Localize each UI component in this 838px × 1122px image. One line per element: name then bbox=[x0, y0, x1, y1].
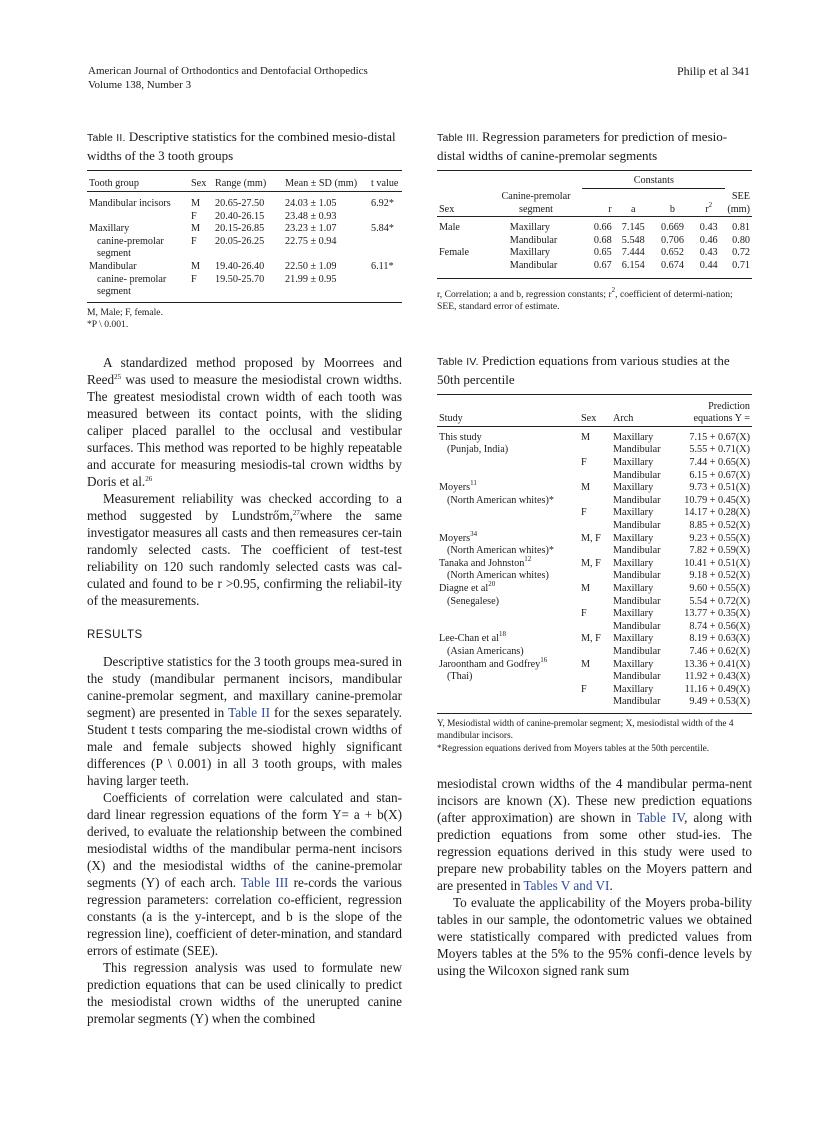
table-cell-sex bbox=[189, 286, 213, 302]
table-cell-group: segment bbox=[97, 286, 131, 298]
t3-head-r2: $r^2$ bbox=[705, 200, 713, 215]
t3-head-r: r bbox=[608, 203, 612, 215]
table-cell-sex bbox=[579, 570, 611, 583]
table-cell-sex: F bbox=[581, 608, 587, 620]
table-cell-s1: Tanaka and Johnston$^{12}$ bbox=[439, 554, 532, 569]
table-cell-range: 20.15-26.85 bbox=[215, 223, 265, 235]
table4-caption: Table IV. Prediction equations from various studies at the 50th percentile bbox=[437, 352, 730, 387]
table-cell-t bbox=[369, 211, 402, 224]
table-cell-s1: (Thai) bbox=[447, 671, 473, 683]
t2-head-t: t value bbox=[371, 178, 399, 190]
table-cell-r2: 0.46 bbox=[699, 234, 718, 246]
table-cell-group: canine- premolar bbox=[97, 273, 167, 285]
t4-head-sex: Sex bbox=[581, 413, 597, 425]
table-cell-t: 6.92* bbox=[371, 198, 394, 209]
table-cell-sex bbox=[189, 248, 213, 261]
table3 bbox=[437, 170, 752, 279]
table-cell-range bbox=[213, 248, 283, 261]
table-row bbox=[437, 444, 752, 457]
table-cell-s1: (North American whites) bbox=[447, 570, 549, 582]
table-row bbox=[437, 217, 752, 235]
table-cell-sex: Female bbox=[439, 247, 469, 259]
table-row bbox=[437, 470, 752, 483]
table-cell-arch: Mandibular bbox=[613, 696, 661, 708]
table-row bbox=[87, 211, 402, 224]
table-cell-arch: Maxillary bbox=[613, 457, 654, 469]
table-cell-arch: Maxillary bbox=[613, 582, 654, 594]
table-row bbox=[437, 457, 752, 470]
paragraph-results-3: This regression analysis was used to formulate new prediction equations that can be used clinically to predict the mesiodistal crown widths of the unerupted canine premolar segments (Y) when the combined bbox=[87, 959, 402, 1026]
table-row bbox=[87, 236, 402, 249]
table-cell-arch: Maxillary bbox=[613, 507, 654, 519]
table4-notes: Y, Mesiodistal width of canine-premolar segment; X, mesiodistal width of the 4 mandibular incisors. *Regression equations derived from Moyers tables at the 50th percentile. bbox=[437, 718, 734, 754]
table2-notes: M, Male; F, female. *P \ 0.001. bbox=[87, 306, 163, 331]
table-row bbox=[437, 520, 752, 533]
table-cell-s1 bbox=[437, 507, 579, 520]
table-cell-sex bbox=[579, 444, 611, 457]
t2-head-range: Range (mm) bbox=[215, 178, 267, 190]
tables5-6-link[interactable]: Tables V and VI bbox=[523, 878, 610, 894]
table-cell-s1: (North American whites)* bbox=[447, 545, 554, 557]
table-row bbox=[87, 192, 402, 211]
table-row bbox=[437, 247, 752, 260]
table-cell-s1: Diagne et $al^{20}$ bbox=[439, 579, 496, 594]
table-cell-t: 5.84* bbox=[371, 223, 394, 235]
table-cell-sex: F bbox=[191, 210, 197, 222]
table-cell-sex bbox=[437, 235, 490, 248]
table-cell-arch: Mandibular bbox=[613, 545, 661, 557]
table-cell-t bbox=[369, 274, 402, 287]
table-cell-arch: Maxillary bbox=[613, 683, 654, 695]
table-row bbox=[87, 286, 402, 302]
table-cell-sex bbox=[579, 545, 611, 558]
table-row bbox=[87, 248, 402, 261]
table-cell-s1: Moyers$^{34}$ bbox=[439, 529, 478, 544]
table-cell-eq: 10.41 + 0.51(X) bbox=[684, 557, 750, 569]
table-cell-a: 7.145 bbox=[621, 222, 645, 234]
table-cell-eq: 9.73 + 0.51(X) bbox=[689, 482, 750, 494]
table-cell-arch: Mandibular bbox=[613, 671, 661, 683]
table-cell-group: segment bbox=[97, 248, 131, 260]
table-cell-r: 0.66 bbox=[593, 222, 612, 234]
table-cell-arch: Mandibular bbox=[613, 469, 661, 481]
table-cell-range: 20.40-26.15 bbox=[215, 210, 265, 222]
table-cell-sex bbox=[579, 470, 611, 483]
paragraph-method: A standardized method proposed by Moorrees and Reed$^{25}$ was used to measure the mesiodistal crown widths. The greatest mesiodistal crown width of each tooth was measured between its contact points, with the sliding caliper placed parallel to the occlusal and vestibular surfaces. This method was reported to be highly repeatable and accurate for measuring mesiodis-tal crown widths by Doris et al.$^{26}$ bbox=[87, 354, 402, 489]
table-cell-sex bbox=[437, 260, 490, 278]
table-cell-eq: 7.44 + 0.65(X) bbox=[689, 457, 750, 469]
table-cell-eq: 7.46 + 0.62(X) bbox=[689, 645, 750, 657]
table-cell-arch: Maxillary bbox=[613, 431, 654, 443]
t4-head-prediction: Prediction equations Y = bbox=[693, 400, 750, 425]
table-row bbox=[437, 426, 752, 444]
table-cell-s1 bbox=[437, 608, 579, 621]
table-cell-b: 0.669 bbox=[661, 222, 684, 234]
table-cell-s1 bbox=[437, 621, 579, 634]
table-cell-eq: 9.60 + 0.55(X) bbox=[689, 582, 750, 594]
table-cell-eq: 13.77 + 0.35(X) bbox=[684, 608, 750, 620]
table-cell-arch: Mandibular bbox=[613, 520, 661, 531]
table-cell-eq: 7.82 + 0.59(X) bbox=[689, 545, 750, 557]
table-row bbox=[437, 533, 752, 546]
table-cell-sex bbox=[579, 596, 611, 609]
table-cell-see: 0.80 bbox=[732, 234, 750, 246]
table-cell-s1: Moyers$^{11}$ bbox=[439, 479, 477, 494]
table-cell-arch: Maxillary bbox=[613, 482, 654, 494]
table-cell-s1: (Senegalese) bbox=[447, 595, 500, 607]
table-row bbox=[437, 659, 752, 672]
table2-link[interactable]: Table II bbox=[228, 704, 270, 720]
table-cell-mean: 22.75 ± 0.94 bbox=[285, 235, 337, 247]
table-cell-arch: Maxillary bbox=[613, 633, 654, 645]
table-cell-see: 0.81 bbox=[732, 222, 750, 234]
page-author-number: Philip et al 341 bbox=[677, 64, 750, 78]
table-cell-sex: M bbox=[581, 582, 591, 594]
table-cell-s1 bbox=[437, 457, 579, 470]
t2-head-sex: Sex bbox=[191, 178, 207, 190]
t4-head-arch: Arch bbox=[613, 413, 634, 425]
table-cell-sex bbox=[579, 646, 611, 659]
table-cell-r2: 0.43 bbox=[699, 222, 718, 234]
table-cell-a: 7.444 bbox=[621, 247, 645, 259]
table-cell-s1: (Asian Americans) bbox=[447, 645, 524, 657]
table-cell-s1: (Punjab, India) bbox=[447, 444, 509, 456]
table-cell-group: Mandibular incisors bbox=[89, 198, 171, 209]
table-cell-arch: Maxillary bbox=[613, 532, 654, 544]
results-heading: RESULTS bbox=[87, 628, 143, 641]
table3-link[interactable]: Table III bbox=[241, 874, 289, 890]
table-cell-t: 6.11* bbox=[371, 260, 394, 272]
table4 bbox=[437, 394, 752, 714]
table-cell-eq: 5.54 + 0.72(X) bbox=[689, 595, 750, 607]
table-cell-sex: M bbox=[581, 431, 591, 443]
table-cell-mean: 24.03 ± 1.05 bbox=[285, 198, 337, 209]
table-cell-eq: 11.16 + 0.49(X) bbox=[684, 683, 750, 695]
table3-notes: r, Correlation; a and b, regression constants; $r^2$, coefficient of determi-nation; SEE, standard error of estimate. bbox=[437, 285, 733, 313]
table-cell-seg: Maxillary bbox=[509, 247, 550, 259]
table-cell-r2: 0.43 bbox=[699, 247, 718, 259]
table-row bbox=[437, 570, 752, 583]
table-row bbox=[437, 608, 752, 621]
table-cell-sex: M, F bbox=[581, 532, 601, 544]
table-cell-eq: 6.15 + 0.67(X) bbox=[689, 469, 750, 481]
table-cell-arch: Mandibular bbox=[613, 645, 661, 657]
table-cell-group bbox=[87, 211, 189, 224]
table-cell-r: 0.67 bbox=[593, 260, 612, 272]
table-cell-sex: F bbox=[581, 507, 587, 519]
table-cell-mean: 23.23 ± 1.07 bbox=[285, 223, 337, 235]
table-row bbox=[437, 260, 752, 278]
t4-head-study: Study bbox=[439, 413, 463, 425]
table-cell-r: 0.68 bbox=[593, 234, 612, 246]
table-row bbox=[87, 261, 402, 274]
table-row bbox=[437, 671, 752, 684]
table-cell-sex: M bbox=[581, 658, 591, 670]
table-cell-eq: 13.36 + 0.41(X) bbox=[684, 658, 750, 670]
right-column bbox=[437, 128, 752, 979]
table-cell-mean bbox=[283, 248, 369, 261]
table-cell-r2: 0.44 bbox=[699, 260, 718, 272]
table-cell-arch: Maxillary bbox=[613, 608, 654, 620]
table-cell-seg: Maxillary bbox=[509, 222, 550, 234]
paragraph-results-1: Descriptive statistics for the 3 tooth groups mea-sured in the study (mandibular permanent incisors, mandibular canine-premolar segment, and maxillary canine-premolar segment) are presented in Table II for the sexes separately. Student t tests comparing the me-siodistal crown widths of male and female subjects showed highly significant differences (P \ 0.001) in all 3 tooth groups, with males having larger teeth. bbox=[87, 653, 402, 788]
table-cell-sex: F bbox=[191, 273, 197, 285]
table-cell-sex bbox=[579, 696, 611, 713]
table-cell-eq: 8.85 + 0.52(X) bbox=[689, 520, 750, 531]
table-cell-b: 0.706 bbox=[661, 234, 684, 246]
paragraph-reliability: Measurement reliability was checked according to a method suggested by Lundstrőm,$^{27}$where the same investigator measures all casts and then remeasures cer-tain randomly selected casts. The coefficient of test-test reliability on 120 such randomly selected casts was cal-culated and found to be r >0.95, confirming the reliabil-ity of the measurements. bbox=[87, 490, 402, 608]
t3-head-a: a bbox=[630, 203, 636, 215]
table-cell-s1: Lee-Chan et $al^{18}$ bbox=[439, 630, 506, 645]
table-cell-s1: Jaroontham and Godfrey$^{16}$ bbox=[439, 655, 548, 670]
table-cell-range: 20.05-26.25 bbox=[215, 235, 265, 247]
table-cell-s1 bbox=[437, 696, 579, 713]
table-cell-sex bbox=[579, 671, 611, 684]
table-row bbox=[437, 696, 752, 713]
table-cell-sex bbox=[579, 520, 611, 533]
left-column bbox=[87, 128, 402, 1027]
table-cell-arch: Maxillary bbox=[613, 658, 654, 670]
table-cell-sex: M, F bbox=[581, 557, 601, 569]
table-cell-eq: 14.17 + 0.28(X) bbox=[684, 507, 750, 519]
table-cell-sex: M bbox=[191, 223, 201, 235]
table-cell-sex: F bbox=[191, 235, 197, 247]
paragraph-results-4: mesiodistal crown widths of the 4 mandibular perma-nent incisors are known (X). These new prediction equations (after approximation) are shown in Table IV, along with prediction equations from some other stud-ies. The regression equations derived in this study were used to prepare new probability tables on the Moyers pattern and are presented in Tables V and VI. bbox=[437, 776, 753, 894]
table-row bbox=[437, 583, 752, 596]
table-row bbox=[437, 235, 752, 248]
table-cell-sex: M, F bbox=[581, 633, 601, 645]
table-cell-b: 0.674 bbox=[661, 260, 684, 272]
t3-head-see: SEE (mm) bbox=[727, 191, 750, 215]
table-cell-sex: F bbox=[581, 683, 587, 695]
t3-head-b: b bbox=[669, 203, 675, 215]
table-row bbox=[87, 274, 402, 287]
t3-head-segment: Canine-premolar segment bbox=[501, 191, 571, 215]
table-cell-group: canine-premolar bbox=[97, 235, 164, 247]
table-cell-s1: This study bbox=[439, 431, 482, 443]
table-cell-range: 20.65-27.50 bbox=[215, 198, 265, 209]
journal-title: American Journal of Orthodontics and Dentofacial Orthopedics Volume 138, Number 3 bbox=[88, 65, 368, 91]
table-cell-r: 0.65 bbox=[593, 247, 612, 259]
table-cell-seg: Mandibular bbox=[509, 260, 558, 272]
table-cell-group: Mandibular bbox=[89, 260, 137, 272]
paragraph-results-2: Coefficients of correlation were calculated and stan-dard linear regression equations of the form Y= a + b(X) derived, to evaluate the relationship between the combined mesiodistal widths of the mandibular perma-nent incisors (X) and the mesiodistal widths of the canine-premolar segments (Y) of each arch. Table III re-cords the various regression parameters: correlation co-efficient, regression constants (a is the y-intercept, and b is the slope of the regression line), coefficient of deter-mination, and standard errors of estimate (SEE). bbox=[87, 789, 402, 958]
table-cell-t bbox=[369, 236, 402, 249]
table-cell-see: 0.72 bbox=[732, 247, 750, 259]
table-cell-sex bbox=[579, 621, 611, 634]
table-cell-arch: Mandibular bbox=[613, 444, 661, 456]
table-cell-sex bbox=[579, 495, 611, 508]
table-cell-eq: 7.15 + 0.67(X) bbox=[689, 431, 750, 443]
table-row bbox=[437, 558, 752, 571]
table-cell-eq: 9.18 + 0.52(X) bbox=[689, 570, 750, 582]
table-row bbox=[437, 507, 752, 520]
table-row bbox=[437, 621, 752, 634]
t2-head-group: Tooth group bbox=[89, 178, 139, 190]
table-row bbox=[437, 633, 752, 646]
table-cell-seg: Mandibular bbox=[509, 234, 558, 246]
table-row bbox=[437, 495, 752, 508]
table-cell-range: 19.40-26.40 bbox=[215, 260, 265, 272]
table-cell-mean: 23.48 ± 0.93 bbox=[285, 210, 337, 222]
table-cell-mean: 21.99 ± 0.95 bbox=[285, 273, 337, 285]
table-cell-range: 19.50-25.70 bbox=[215, 273, 265, 285]
table-row bbox=[437, 545, 752, 558]
table-cell-arch: Mandibular bbox=[613, 620, 661, 632]
table-cell-see: 0.71 bbox=[732, 260, 750, 272]
t2-head-mean: Mean ± SD (mm) bbox=[285, 178, 358, 190]
table-row bbox=[437, 596, 752, 609]
table-cell-b: 0.652 bbox=[661, 247, 684, 259]
table-row bbox=[437, 482, 752, 495]
table-cell-a: 5.548 bbox=[621, 234, 645, 246]
table-cell-range bbox=[213, 286, 283, 302]
t3-head-constants: Constants bbox=[582, 171, 725, 189]
table3-caption: Table III. Regression parameters for prediction of mesio-distal widths of canine-premolar segments bbox=[437, 129, 728, 163]
table-cell-arch: Mandibular bbox=[613, 570, 661, 582]
table-cell-group: Maxillary bbox=[89, 223, 130, 235]
table-cell-eq: 9.49 + 0.53(X) bbox=[689, 696, 750, 708]
table-cell-mean: 22.50 ± 1.09 bbox=[285, 260, 337, 272]
table-row bbox=[437, 646, 752, 659]
table-cell-sex: M bbox=[581, 482, 591, 494]
paragraph-results-5: To evaluate the applicability of the Moyers proba-bility tables in our sample, the odontometric values we obtained were statistically compared with predicted values from Moyers tables at the 5% to the 95% confi-dence levels by using the Wilcoxon signed rank sum bbox=[437, 895, 752, 979]
table-cell-mean bbox=[283, 286, 369, 302]
table-cell-eq: 11.92 + 0.43(X) bbox=[684, 671, 750, 683]
table-cell-eq: 5.55 + 0.71(X) bbox=[689, 444, 750, 456]
table2-caption: Table II. Descriptive statistics for the combined mesio-distal widths of the 3 tooth groups bbox=[87, 129, 396, 163]
table2 bbox=[87, 170, 402, 303]
table-cell-sex: F bbox=[581, 457, 587, 469]
table-cell-s1: (North American whites)* bbox=[447, 494, 554, 506]
table-cell-s1 bbox=[437, 470, 579, 483]
table-cell-sex: M bbox=[191, 260, 201, 272]
table-cell-s1 bbox=[437, 684, 579, 697]
table-row bbox=[437, 684, 752, 697]
table-cell-t bbox=[369, 248, 402, 261]
table-cell-a: 6.154 bbox=[621, 260, 645, 272]
table-cell-sex: M bbox=[191, 198, 201, 209]
table-cell-arch: Mandibular bbox=[613, 595, 661, 607]
table-cell-eq: 8.74 + 0.56(X) bbox=[689, 620, 750, 632]
table-cell-s1 bbox=[437, 520, 579, 533]
t3-head-sex: Sex bbox=[439, 203, 455, 215]
table-cell-arch: Mandibular bbox=[613, 494, 661, 506]
table-cell-eq: 10.79 + 0.45(X) bbox=[684, 494, 750, 506]
table-cell-eq: 9.23 + 0.55(X) bbox=[689, 532, 750, 544]
table-cell-eq: 8.19 + 0.63(X) bbox=[689, 633, 750, 645]
table-cell-t bbox=[369, 286, 402, 302]
table-cell-arch: Maxillary bbox=[613, 557, 654, 569]
table-row bbox=[87, 223, 402, 236]
table-cell-sex: Male bbox=[439, 222, 460, 234]
table4-link[interactable]: Table IV bbox=[636, 810, 685, 826]
